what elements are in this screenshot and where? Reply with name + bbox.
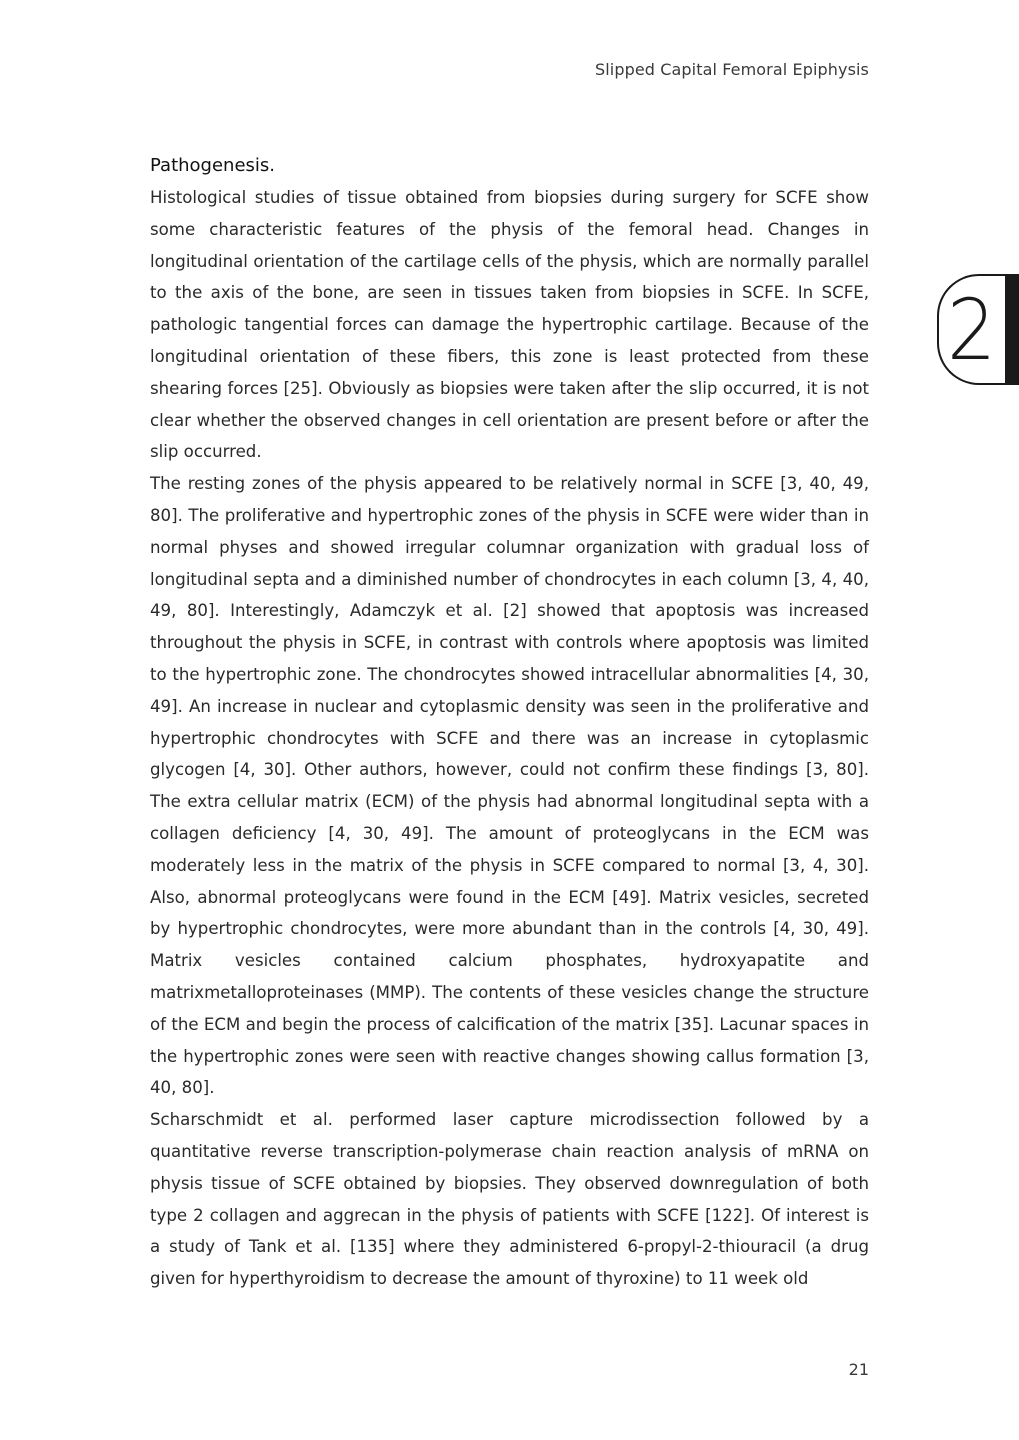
section-title: Pathogenesis. <box>150 155 276 176</box>
chapter-tab <box>937 274 1019 385</box>
paragraph-1: Histological studies of tissue obtained from biopsies during surgery for SCFE show some characteristic features of the physis of the femoral head. Changes in longitudinal orientation of the cartilage cells of the physis, which are normally parallel to the axis of the bone, are seen in tissues taken from biopsies in SCFE. In SCFE, pathologic tangential forces can damage the hypertrophic cartilage. Because of the longitudinal orientation of these fibers, this zone is least protected from these shearing forces [25]. Obviously as biopsies were taken after the slip occurred, it is not clear whether the observed changes in cell orientation are present before or after the slip occurred. <box>150 188 869 462</box>
paragraph-3: Scharschmidt et al. performed laser capture microdissection followed by a quantitative reverse transcription-polymerase chain reaction analysis of mRNA on physis tissue of SCFE obtained by biopsies. They observed downregulation of both type 2 collagen and aggrecan in the physis of patients with SCFE [122]. Of interest is a study of Tank et al. [135] where they administered 6-propyl-2-thiouracil (a drug given for hyperthyroidism to decrease the amount of thyroxine) to 11 week old <box>150 1110 869 1289</box>
running-header: Slipped Capital Femoral Epiphysis <box>595 60 869 79</box>
page-number: 21 <box>848 1360 869 1379</box>
chapter-tab-bar <box>1005 276 1019 383</box>
paragraph-2: The resting zones of the physis appeared to be relatively normal in SCFE [3, 40, 49, 80]. The proliferative and hypertrophic zones of the physis in SCFE were wider than in normal physes and showed irregular columnar organization with gradual loss of longitudinal septa and a diminished number of chondrocytes in each column [3, 4, 40, 49, 80]. Interestingly, Adamczyk et al. [2] showed that apoptosis was increased throughout the physis in SCFE, in contrast with controls where apoptosis was limited to the hypertrophic zone. The chondrocytes showed intracellular abnormalities [4, 30, 49]. An increase in nuclear and cytoplasmic density was seen in the proliferative and hypertrophic chondrocytes with SCFE and there was an increase in cytoplasmic glycogen [4, 30]. Other authors, however, could not confirm these findings [3, 80]. The extra cellular matrix (ECM) of the physis had abnormal longitudinal septa with a collagen deficiency [4, 30, 49]. The amount of proteoglycans in the ECM was moderately less in the matrix of the physis in SCFE compared to normal [3, 4, 30]. Also, abnormal proteoglycans were found in the ECM [49]. Matrix vesicles, secreted by hypertrophic chondrocytes, were more abundant than in the controls [4, 30, 49]. Matrix vesicles contained calcium phosphates, hydroxyapatite and matrixmetalloproteinases (MMP). The contents of these vesicles change the structure of the ECM and begin the process of calcification of the matrix [35]. Lacunar spaces in the hypertrophic zones were seen with reactive changes showing callus formation [3, 40, 80]. <box>150 474 869 1098</box>
main-content <box>150 150 869 1295</box>
chapter-number: 2 <box>947 281 997 379</box>
